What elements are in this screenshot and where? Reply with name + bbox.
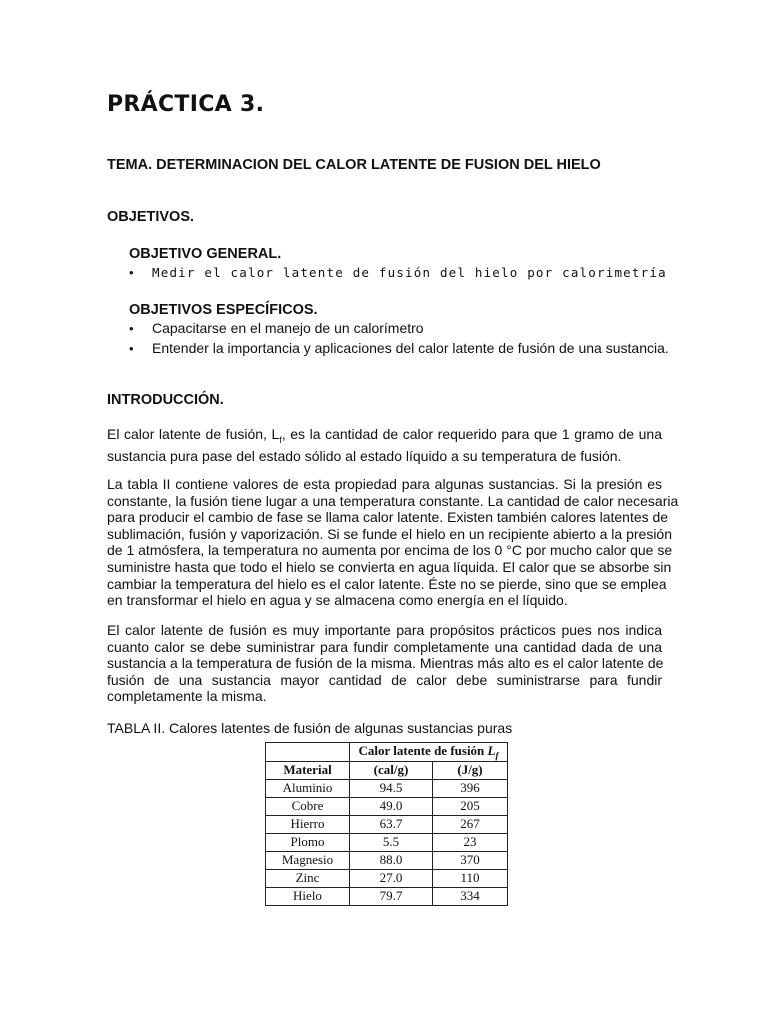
joule-cell: 370	[433, 851, 508, 869]
paragraph-line: en transformar el hielo en agua y se almacena como energía en el líquido.	[107, 592, 568, 609]
table-caption: TABLA II. Calores latentes de fusión de algunas sustancias puras	[107, 720, 513, 736]
paragraph-line: sustancia pura pase del estado sólido al estado líquido a su temperatura de fusión.	[107, 448, 622, 465]
cal-cell: 79.7	[350, 887, 433, 905]
joule-cell: 205	[433, 797, 508, 815]
table-header-row	[266, 761, 508, 779]
material-cell: Hierro	[266, 815, 350, 833]
column-header: (J/g)	[433, 761, 508, 779]
column-header: Material	[266, 761, 350, 779]
paragraph-line: sublimación, fusión y vaporización. Si se funde el hielo en un recipiente abierto a la presión	[107, 525, 673, 542]
material-cell: Plomo	[266, 833, 350, 851]
table-row	[266, 833, 508, 851]
material-cell: Cobre	[266, 797, 350, 815]
paragraph-line: fusión de una sustancia mayor cantidad de calor debe suministrarse para fundir	[107, 671, 662, 688]
general-objective-heading: OBJETIVO GENERAL.	[129, 246, 282, 262]
table-corner-cell	[266, 743, 350, 762]
objectives-heading: OBJETIVOS.	[107, 209, 195, 225]
joule-cell: 110	[433, 869, 508, 887]
material-cell: Magnesio	[266, 851, 350, 869]
group-header: Calor latente de fusión $L_f$	[350, 743, 508, 762]
table-row	[266, 869, 508, 887]
material-cell: Zinc	[266, 869, 350, 887]
table-row	[266, 851, 508, 869]
bullet-icon: •	[129, 265, 134, 280]
specific-objective-item	[129, 320, 424, 336]
paragraph-line: completamente la misma.	[107, 688, 267, 705]
table-group-header-row	[266, 743, 508, 762]
intro-paragraph-2	[107, 476, 679, 609]
intro-paragraph-3	[107, 622, 662, 705]
joule-cell: 267	[433, 815, 508, 833]
paragraph-line: La tabla II contiene valores de esta propiedad para algunas sustancias. Si la presión es	[107, 476, 662, 492]
bullet-icon: •	[129, 321, 134, 336]
paragraph-line: sustancia a la temperatura de fusión de la misma. Mientras más alto es el calor latente de	[107, 655, 664, 672]
bullet-icon: •	[129, 341, 134, 356]
specific-objectives-heading: OBJETIVOS ESPECÍFICOS.	[129, 302, 318, 318]
paragraph-line: El calor latente de fusión es muy importante para propósitos prácticos pues nos indica	[107, 622, 662, 638]
specific-objective-item	[129, 340, 669, 356]
table-row	[266, 797, 508, 815]
intro-paragraph-1	[107, 426, 662, 465]
latent-heat-table	[265, 742, 508, 906]
paragraph-line: El calor latente de fusión, $L_f$, es la cantidad de calor requerido para que 1 gramo de una	[107, 426, 662, 445]
cal-cell: 27.0	[350, 869, 433, 887]
cal-cell: 5.5	[350, 833, 433, 851]
joule-cell: 334	[433, 887, 508, 905]
table-row	[266, 887, 508, 905]
cal-cell: 63.7	[350, 815, 433, 833]
joule-cell: 23	[433, 833, 508, 851]
table-row	[266, 815, 508, 833]
joule-cell: 396	[433, 779, 508, 797]
specific-objective-text: Entender la importancia y aplicaciones del calor latente de fusión de una sustancia.	[152, 340, 669, 356]
table-row	[266, 779, 508, 797]
general-objective-item	[129, 265, 667, 280]
material-cell: Aluminio	[266, 779, 350, 797]
page-title: PRÁCTICA 3.	[107, 92, 265, 117]
cal-cell: 49.0	[350, 797, 433, 815]
paragraph-line: para producir el cambio de fase se llama calor latente. Existen también calores latentes de	[107, 509, 669, 526]
cal-cell: 94.5	[350, 779, 433, 797]
cal-cell: 88.0	[350, 851, 433, 869]
paragraph-line: suministre hasta que todo el hielo se convierta en agua líquida. El calor que se absorbe sin	[107, 558, 672, 575]
specific-objective-text: Capacitarse en el manejo de un calorímetro	[152, 320, 424, 336]
paragraph-line: constante, la fusión tiene lugar a una temperatura constante. La cantidad de calor necesaria	[107, 492, 679, 509]
introduction-heading: INTRODUCCIÓN.	[107, 392, 224, 408]
general-objective-text: Medir el calor latente de fusión del hielo por calorimetría	[152, 265, 667, 280]
topic-heading: TEMA. DETERMINACION DEL CALOR LATENTE DE FUSION DEL HIELO	[107, 157, 601, 173]
paragraph-line: cambiar la temperatura del hielo es el calor latente. Éste no se pierde, sino que se emplea	[107, 575, 667, 592]
material-cell: Hielo	[266, 887, 350, 905]
column-header: (cal/g)	[350, 761, 433, 779]
paragraph-line: de 1 atmósfera, la temperatura no aumenta por encima de los 0 °C por mucho calor que se	[107, 542, 673, 559]
paragraph-line: cuanto calor se debe suministrar para fundir completamente una cantidad dada de una	[107, 638, 662, 655]
